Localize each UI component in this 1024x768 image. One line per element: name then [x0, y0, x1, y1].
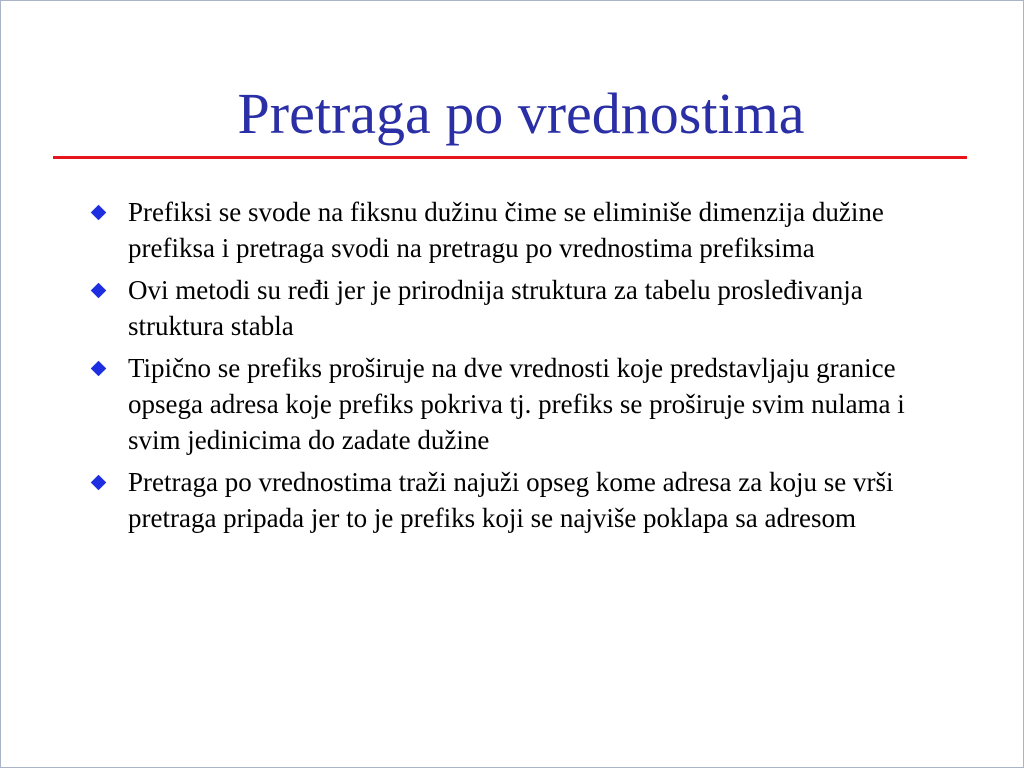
bullet-text: Prefiksi se svode na fiksnu dužinu čime se eliminiše dimenzija dužine prefiksa i pretraga svodi na pretragu po vrednostima prefiksima: [128, 197, 884, 263]
diamond-icon: [91, 205, 107, 221]
bullet-text: Pretraga po vrednostima traži najuži opseg kome adresa za koju se vrši pretraga pripada jer to je prefiks koji se najviše poklapa sa adresom: [128, 467, 894, 533]
diamond-icon: [91, 475, 107, 491]
bullet-list: [91, 194, 951, 542]
bullet-item: [91, 194, 951, 266]
title-underline: [53, 156, 967, 159]
bullet-text: Tipično se prefiks proširuje na dve vrednosti koje predstavljaju granice opsega adresa koje prefiks pokriva tj. prefiks se proširuje svim nulama i svim jedinicima do zadate dužine: [128, 353, 905, 455]
bullet-item: [91, 272, 951, 344]
diamond-icon: [91, 283, 107, 299]
diamond-icon: [91, 361, 107, 377]
bullet-item: [91, 350, 951, 458]
bullet-item: [91, 464, 951, 536]
bullet-text: Ovi metodi su ređi jer je prirodnija struktura za tabelu prosleđivanja struktura stabla: [128, 275, 863, 341]
slide-title: Pretraga po vrednostima: [237, 81, 805, 146]
